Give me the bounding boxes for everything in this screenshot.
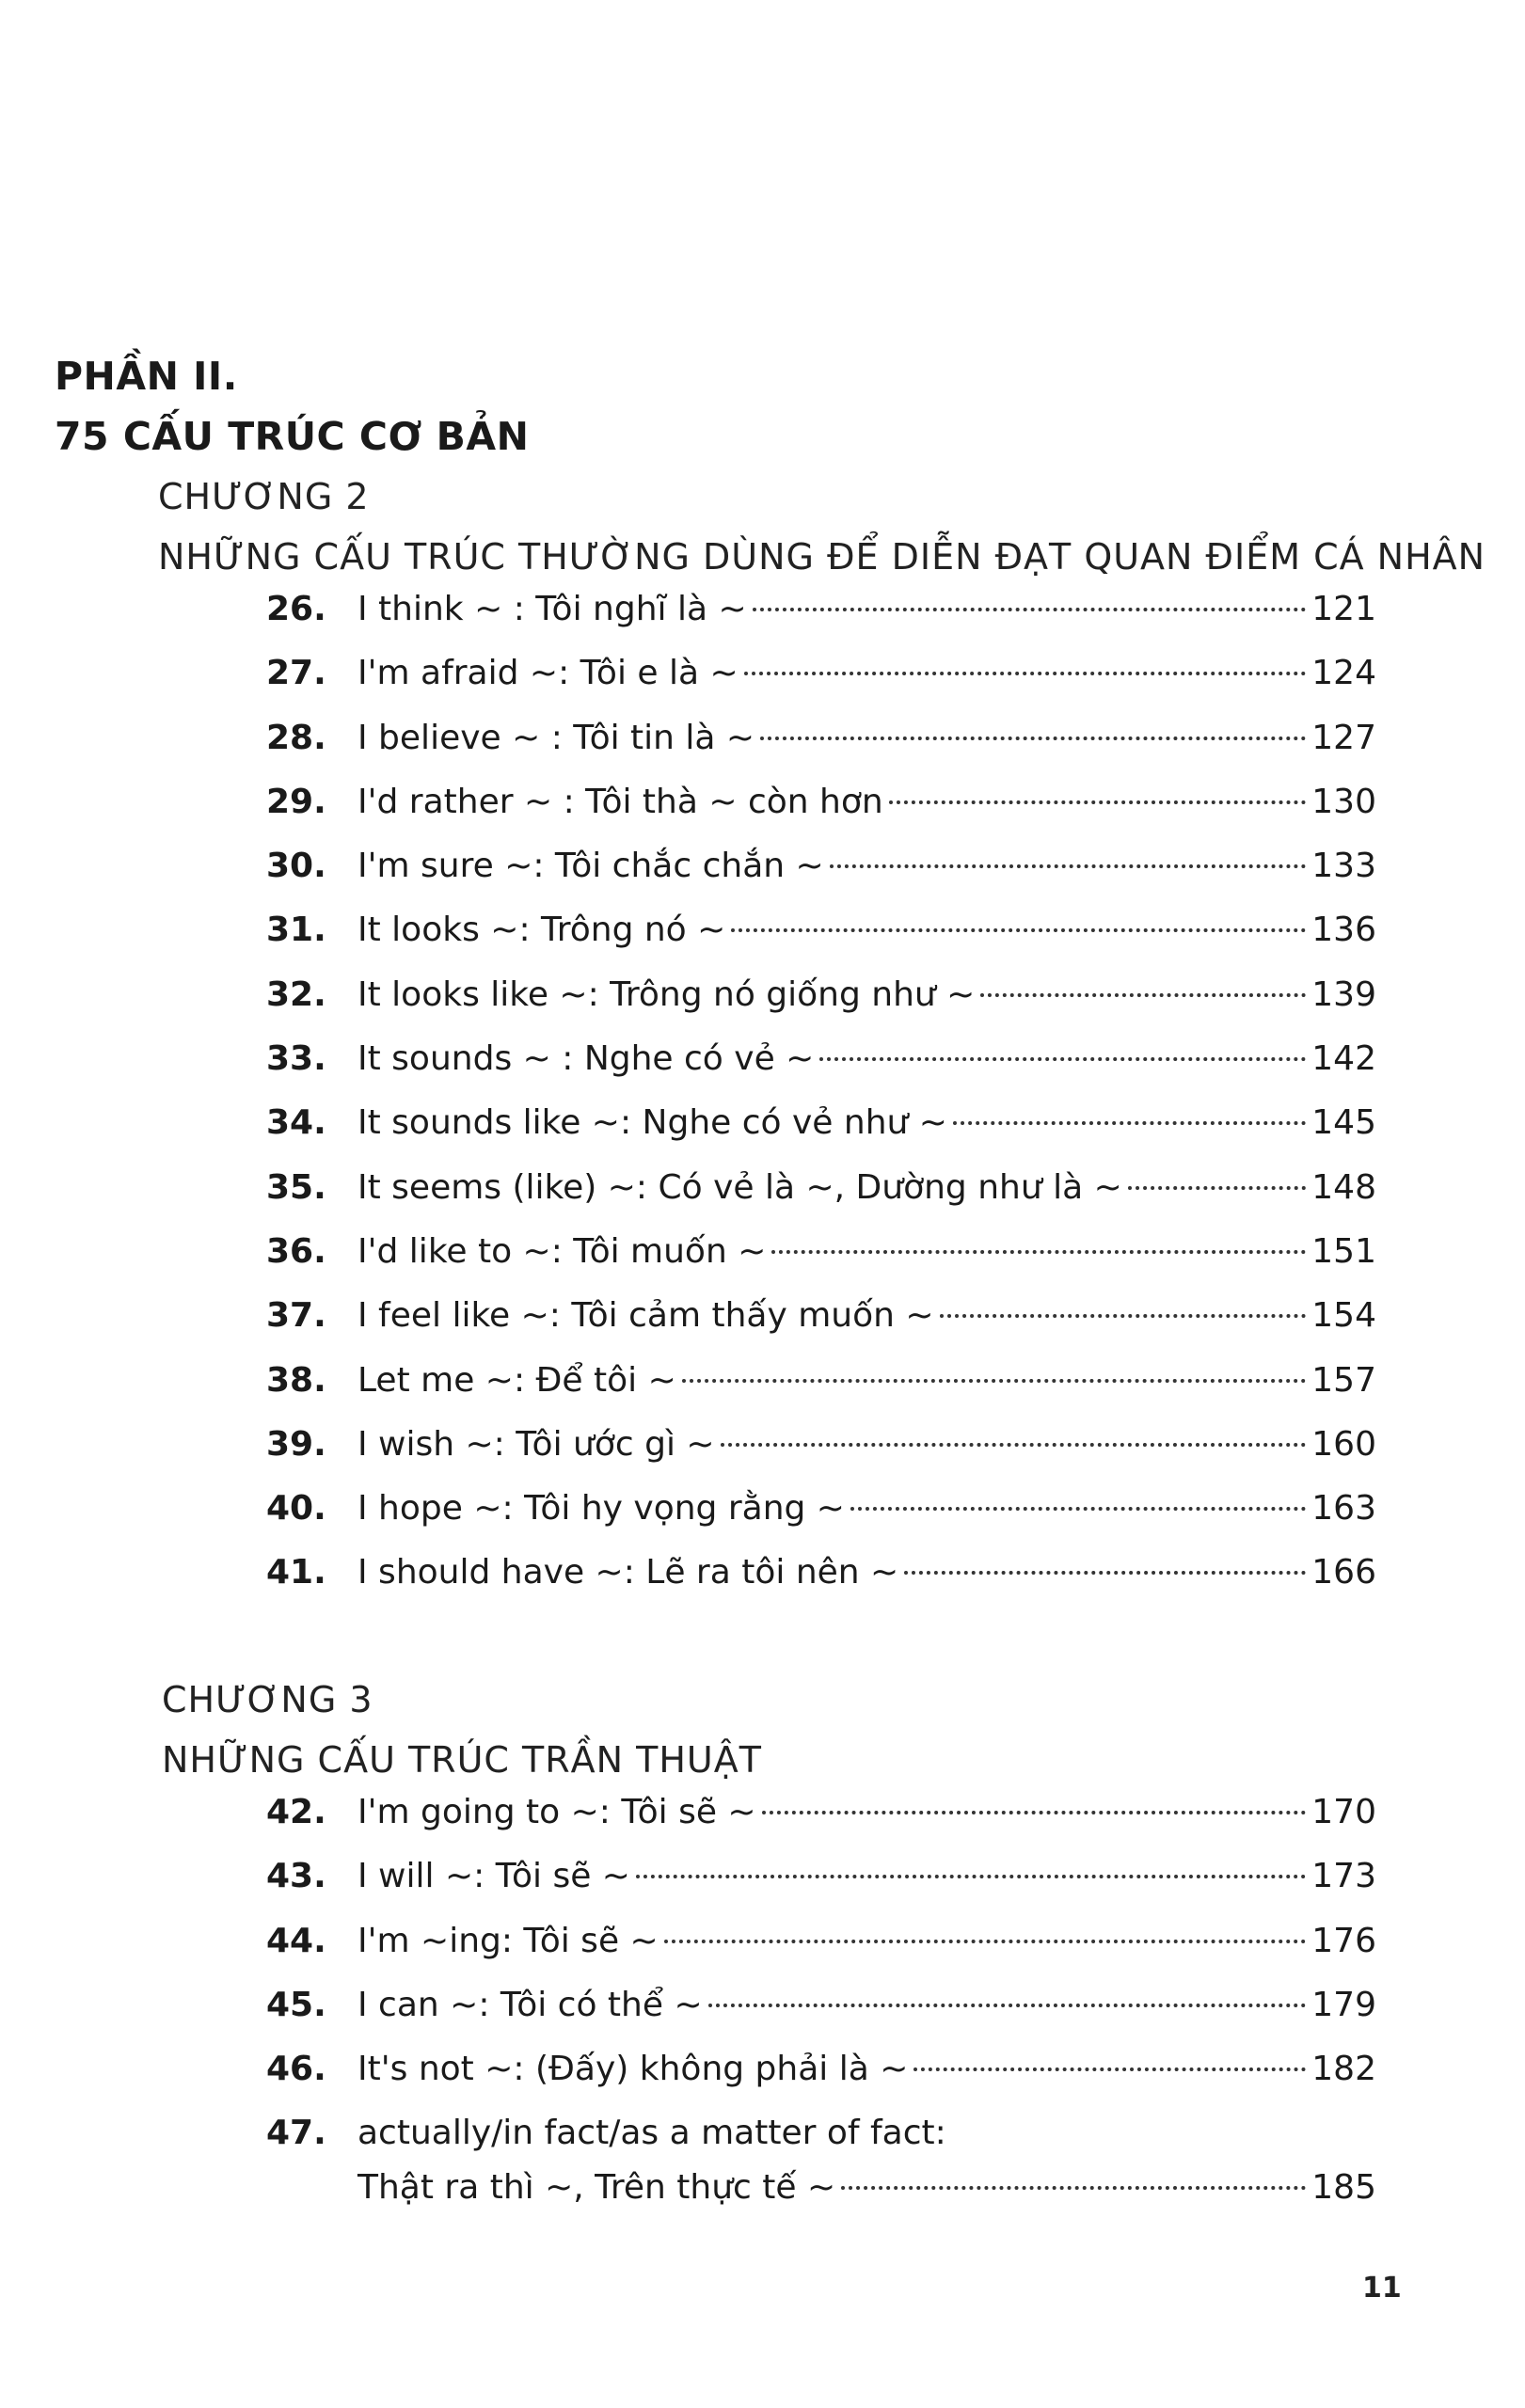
entry-line	[357, 1156, 1376, 1220]
dot-leader	[980, 993, 1306, 997]
chapter-3-heading	[162, 1670, 762, 1790]
entry-page-number: 139	[1311, 974, 1376, 1014]
entry-number: 36.	[266, 1231, 326, 1271]
entry-page-number: 142	[1311, 1039, 1376, 1079]
toc-entry	[266, 1220, 1376, 1284]
entry-page-number: 170	[1311, 1793, 1376, 1831]
dot-leader	[819, 1057, 1306, 1061]
entry-page-number: 154	[1311, 1296, 1376, 1336]
toc-entry	[266, 1349, 1376, 1413]
dot-leader	[1128, 1186, 1307, 1190]
entry-number: 44.	[266, 1921, 326, 1960]
entry-line	[357, 1413, 1376, 1477]
entry-line	[357, 963, 1376, 1027]
dot-leader	[760, 737, 1306, 740]
chapter-title: NHỮNG CẤU TRÚC THƯỜNG DÙNG ĐỂ DIỄN ĐẠT QUAN ĐIỂM CÁ NHÂN	[158, 536, 1486, 578]
toc-entry	[266, 2101, 1376, 2229]
entry-page-number: 173	[1311, 1857, 1376, 1896]
entry-page-number: 157	[1311, 1360, 1376, 1400]
entry-number: 29.	[266, 782, 326, 821]
entry-title: Let me ~: Để tôi ~	[357, 1360, 676, 1400]
part-heading	[55, 346, 529, 467]
entry-line	[357, 642, 1376, 705]
toc-entry	[266, 1845, 1376, 1909]
entry-line	[357, 578, 1376, 642]
toc-entry	[266, 1973, 1376, 2037]
entry-title: It sounds like ~: Nghe có vẻ như ~	[357, 1103, 947, 1143]
toc-entry	[266, 1284, 1376, 1348]
entry-number: 41.	[266, 1553, 326, 1592]
entry-title: It seems (like) ~: Có vẻ là ~, Dường như là ~	[357, 1167, 1122, 1207]
entry-line	[357, 1284, 1376, 1348]
entry-line	[357, 1781, 1376, 1845]
entry-number: 47.	[266, 2114, 326, 2153]
entry-page-number: 136	[1311, 911, 1376, 950]
entry-number: 26.	[266, 590, 326, 628]
chapter-2-heading	[158, 467, 1485, 587]
part-title: 75 CẤU TRÚC CƠ BẢN	[55, 414, 530, 459]
toc-entry	[266, 2037, 1376, 2101]
entry-page-number: 179	[1311, 1985, 1376, 2024]
entry-title: I'm afraid ~: Tôi e là ~	[357, 654, 739, 693]
toc-entry	[266, 834, 1376, 898]
dot-leader	[889, 800, 1307, 804]
entry-page-number: 121	[1311, 590, 1376, 628]
entry-line-continued	[357, 2156, 1376, 2220]
entry-line	[357, 1541, 1376, 1605]
entry-line	[357, 1349, 1376, 1413]
chapter-label: CHƯƠNG 2	[158, 476, 370, 517]
toc-entry	[266, 963, 1376, 1027]
entry-number: 46.	[266, 2050, 326, 2089]
toc-entry	[266, 1477, 1376, 1541]
entry-title: I'd rather ~ : Tôi thà ~ còn hơn	[357, 782, 883, 821]
entry-line	[357, 834, 1376, 898]
entry-title: It's not ~: (Đấy) không phải là ~	[357, 2050, 909, 2089]
dot-leader	[744, 672, 1307, 675]
chapter-3-entries	[266, 1781, 1376, 2229]
entry-number: 32.	[266, 974, 326, 1014]
entry-page-number: 176	[1311, 1921, 1376, 1960]
entry-title: I will ~: Tôi sẽ ~	[357, 1857, 630, 1896]
toc-entry	[266, 1027, 1376, 1091]
entry-number: 45.	[266, 1985, 326, 2024]
entry-number: 43.	[266, 1857, 326, 1896]
entry-line	[357, 770, 1376, 834]
entry-title: It looks ~: Trông nó ~	[357, 911, 726, 950]
entry-number: 33.	[266, 1039, 326, 1079]
entry-title: I'm going to ~: Tôi sẽ ~	[357, 1793, 756, 1831]
dot-leader	[830, 864, 1307, 868]
entry-page-number: 148	[1311, 1167, 1376, 1207]
entry-line	[357, 1220, 1376, 1284]
entry-number: 39.	[266, 1424, 326, 1464]
entry-number: 34.	[266, 1103, 326, 1143]
entry-title: It sounds ~ : Nghe có vẻ ~	[357, 1039, 815, 1079]
chapter-title: NHỮNG CẤU TRÚC TRẦN THUẬT	[162, 1739, 762, 1781]
entry-title: I should have ~: Lẽ ra tôi nên ~	[357, 1553, 899, 1592]
part-number: PHẦN II.	[55, 354, 238, 399]
entry-title: I feel like ~: Tôi cảm thấy muốn ~	[357, 1296, 934, 1336]
entry-line	[357, 1477, 1376, 1541]
entry-number: 30.	[266, 847, 326, 886]
dot-leader	[841, 2186, 1306, 2190]
dot-leader	[904, 1571, 1306, 1575]
entry-title: I'm ~ing: Tôi sẽ ~	[357, 1921, 659, 1960]
toc-entry	[266, 898, 1376, 962]
entry-number: 37.	[266, 1296, 326, 1336]
toc-entry	[266, 1909, 1376, 1973]
entry-page-number: 127	[1311, 718, 1376, 757]
entry-line	[357, 1973, 1376, 2037]
toc-entry	[266, 1413, 1376, 1477]
dot-leader	[762, 1811, 1307, 1814]
entry-title: I wish ~: Tôi ước gì ~	[357, 1424, 715, 1464]
entry-number: 40.	[266, 1489, 326, 1529]
entry-title: I think ~ : Tôi nghĩ là ~	[357, 590, 747, 628]
entry-page-number: 185	[1311, 2168, 1376, 2208]
chapter-2-entries	[266, 578, 1376, 1606]
toc-entry	[266, 642, 1376, 705]
entry-page-number: 151	[1311, 1231, 1376, 1271]
entry-line	[357, 898, 1376, 962]
dot-leader	[708, 2004, 1307, 2007]
dot-leader	[771, 1250, 1306, 1254]
entry-title: I'd like to ~: Tôi muốn ~	[357, 1231, 767, 1271]
toc-entry	[266, 1156, 1376, 1220]
entry-line	[357, 1909, 1376, 1973]
entry-line	[357, 1027, 1376, 1091]
entry-page-number: 166	[1311, 1553, 1376, 1592]
entry-page-number: 163	[1311, 1489, 1376, 1529]
entry-page-number: 145	[1311, 1103, 1376, 1143]
page-number: 11	[1362, 2272, 1402, 2305]
dot-leader	[850, 1507, 1306, 1511]
dot-leader	[913, 2067, 1306, 2071]
entry-page-number: 133	[1311, 847, 1376, 886]
entry-line	[357, 1091, 1376, 1155]
entry-number: 27.	[266, 654, 326, 693]
entry-page-number: 124	[1311, 654, 1376, 693]
entry-title: I'm sure ~: Tôi chắc chắn ~	[357, 847, 824, 886]
entry-line	[357, 706, 1376, 770]
entry-line	[357, 2037, 1376, 2101]
toc-entry	[266, 770, 1376, 834]
dot-leader	[682, 1379, 1307, 1383]
entry-title-continued: Thật ra thì ~, Trên thực tế ~	[357, 2168, 836, 2208]
chapter-label: CHƯƠNG 3	[162, 1679, 373, 1720]
dot-leader	[953, 1121, 1306, 1125]
entry-number: 35.	[266, 1167, 326, 1207]
dot-leader	[940, 1314, 1307, 1318]
toc-entry	[266, 1091, 1376, 1155]
entry-line	[357, 1845, 1376, 1909]
dot-leader	[636, 1875, 1306, 1878]
dot-leader	[664, 1940, 1307, 1943]
toc-entry	[266, 1781, 1376, 1845]
entry-number: 31.	[266, 911, 326, 950]
entry-title: I can ~: Tôi có thể ~	[357, 1985, 703, 2024]
entry-title: It looks like ~: Trông nó giống như ~	[357, 974, 976, 1014]
entry-title: I believe ~ : Tôi tin là ~	[357, 718, 755, 757]
toc-entry	[266, 706, 1376, 770]
dot-leader	[753, 608, 1307, 611]
entry-title: actually/in fact/as a matter of fact:	[357, 2114, 946, 2153]
dot-leader	[731, 928, 1306, 932]
dot-leader	[721, 1443, 1307, 1447]
entry-page-number: 160	[1311, 1424, 1376, 1464]
entry-number: 28.	[266, 718, 326, 757]
entry-number: 38.	[266, 1360, 326, 1400]
toc-entry	[266, 1541, 1376, 1605]
entry-page-number: 130	[1311, 782, 1376, 821]
entry-number: 42.	[266, 1793, 326, 1831]
entry-title: I hope ~: Tôi hy vọng rằng ~	[357, 1489, 845, 1529]
entry-page-number: 182	[1311, 2050, 1376, 2089]
toc-entry	[266, 578, 1376, 642]
